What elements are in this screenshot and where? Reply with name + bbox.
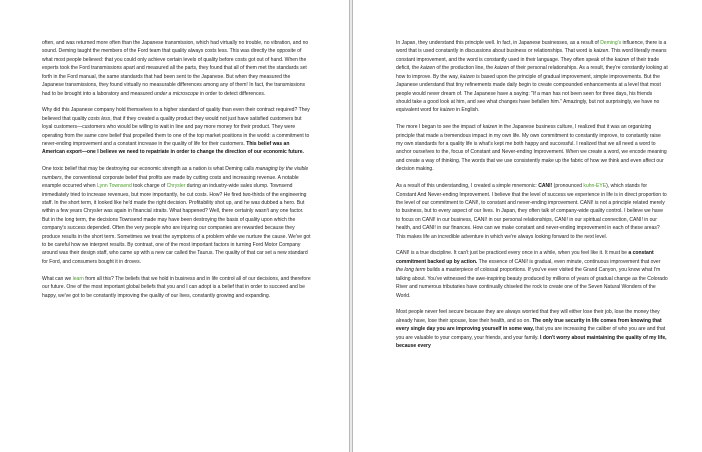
text-run: As a result of this understanding, I created a simple mnemonic: — [396, 183, 539, 190]
text-run: of the production line, the — [435, 65, 495, 72]
text-run: from all this? The beliefs that we hold in business and in life control all of our decisions, and therefore our future. One of the most important global beliefs that you and I can adopt is a belief that in order to succeed and be happy, we've got to be constantly improving the quality of our lives, constantly growing and expanding. — [42, 275, 311, 299]
italic-text: under a microscope — [154, 90, 199, 97]
bold-text: I don't worry about maintaining the quality of my life, because every — [396, 334, 667, 350]
left-page-text — [42, 39, 312, 308]
highlighted-term[interactable]: Deming's — [600, 40, 622, 46]
italic-text: managing by the visible numbers — [42, 166, 309, 181]
text-run: builds a masterpiece of colossal proportions. If you've ever visited the Grand Canyon, you know what I'm talking about. You've witnessed the awe-inspiring beauty produced by millions of years of gradual change as the Colorado River and numerous tributaries have continually chiseled the rock to create one of the Seven Natural Wonders of the World. — [396, 267, 668, 299]
italic-text: kaizen — [482, 124, 498, 131]
paragraph — [42, 275, 312, 300]
highlighted-term[interactable]: Chrysler — [166, 183, 186, 190]
text-run: . This word literally means constant improvement, and the word is constantly used in their language. They often speak of the — [396, 48, 667, 63]
text-run: Most people never feel secure because they are always worried that they will either lose their job, lose the money they already have, lose their spouse, lose their health, and so on. — [396, 309, 660, 324]
text-run: of their trade deficit, the — [396, 56, 660, 72]
italic-text: kaizen — [460, 73, 475, 80]
italic-text: kaizen — [593, 48, 609, 55]
highlighted-term[interactable]: learn — [72, 275, 84, 282]
text-run: , the conventional corporate belief that profits are made by cutting costs and increasing revenue. A notable example occurred when — [42, 174, 299, 190]
text-run: in order to detect differences. — [198, 90, 266, 97]
paragraph — [396, 123, 668, 174]
text-run: took charge of — [131, 183, 167, 190]
italic-text: kaizen — [614, 56, 630, 63]
paragraph — [42, 165, 312, 266]
paragraph — [396, 39, 668, 115]
bold-text: a constant commitment backed up by action. — [396, 250, 654, 265]
text-run: , that if they created a quality product they would not just have satisfied customers but loyal customers—customers who would be willing to wait in line and pay more money for their product. They were operating from the same core belief that propelled them to one of the top market positions in the world: a commitment to never-ending improvement and a constant increase in the quality of life for their customers. — [42, 115, 310, 148]
bold-text: This belief was an American export—one I believe we need to repatriate in order to change the direction of our economic future. — [42, 141, 304, 156]
highlighted-term[interactable]: kuhn-EYE — [583, 183, 607, 190]
italic-text: costs less — [88, 115, 111, 122]
text-run: ), which stands for Constant And Never-ending Improvement. I believe that the level of success we experience in life is in direct proportion to the level of our commitment to CANI!, to constant and never-ending improvement. CANI! is not a principle related merely to business, but to every aspect of our lives. In Japan, they often talk of company-wide quality control. I believe we have to focus on CANI! in our business, CANI! in our personal relationships, CANI! in our spiritual connection, CANI! in our health, and CANI! in our finances. How can we make constant and never-ending improvement in each of these areas? This makes life an incredible adventure in which we're always looking forward to the next level. — [396, 183, 667, 240]
text-run: influence, there is a word that is used constantly in discussions about business or relationships. That word is — [396, 40, 667, 55]
text-run: Why did this Japanese company hold themselves to a higher standard of quality than even their contract required? They believed that quality — [42, 107, 310, 122]
text-run: in English. — [454, 107, 480, 114]
text-run: What can we — [42, 275, 73, 282]
italic-text: the long term — [396, 267, 426, 274]
bold-text: The only true security in life comes from knowing that every single day you are improving yourself in some way, — [396, 317, 662, 333]
text-run: in the Japanese business culture, I realized that it was an organizing principle that made a tremendous impact in my own life. My own commitment to constantly improve, to constantly raise my own standards for a quality life is what's kept me both happy and successful. I realized that we all need a word to anchor ourselves to the, focus of Constant and Never-ending Improvement. When we create a word, we encode meaning and create a way of thinking. The words that we use consistently make up the fabric of how we think and even affect our decision making. — [396, 124, 667, 173]
text-run: In Japan, they understand this principle well. In fact, in Japanese businesses, as a result of — [396, 40, 601, 46]
left-page — [0, 0, 350, 452]
italic-text: kaizen — [494, 65, 510, 72]
text-run: CANI! is a true discipline. It can't just be practiced every once in a while, when you feel like it. It must be — [396, 250, 629, 257]
text-run: is based upon the principle of gradual improvement, simple improvements. But the Japanese understand that tiny refinements made daily begin to create compounded enhancements at a level that most people would never dream of. The Japanese have a saying: "If a man has not been seen for three days, his friends should take a good look at him, and see what changes have befallen him." Amazingly, but not surprisingly, we have no equivalent word for — [396, 73, 661, 114]
paragraph — [396, 308, 668, 350]
italic-text: kaizen — [420, 65, 436, 72]
right-page-text — [396, 39, 668, 359]
text-run: of their personal relationships. As a result, they're constantly looking at how to improve. By the way, — [396, 65, 668, 80]
paragraph — [396, 182, 668, 241]
highlighted-term[interactable]: Lynn Townsend — [96, 183, 132, 190]
text-run: during an industry-wide sales slump. Townsend immediately tried to increase revenues, but more importantly, he cut costs. How? He fired two-thirds of the engineering staff. In the short term, it looked like he'd made the right decision. Profitability shot up, and he was dubbed a hero. But within a few years Chrysler was again in financial straits. What happened? Well, there certainly wasn't any one factor. But in the long term, the decisions Townsend made may have been destroying the basis of quality upon which the company's success depended. Often the very people who are injuring our companies are rewarded because they produce results in the short term. Sometimes we treat the symptoms of a problem while we nurture the cause. We've got to be careful how we interpret results. By contrast, one of the most important factors in turning Ford Motor Company around was their design staff, who came up with a new car called the Taurus. The quality of that car set a new standard for Ford, and consumers bought it in droves. — [42, 183, 311, 265]
paragraph — [42, 39, 312, 98]
text-run: The more I began to see the impact of — [396, 124, 483, 131]
paragraph — [396, 249, 668, 300]
text-run: The essence of CANI! is gradual, even minute, continuous improvement that over — [477, 258, 661, 265]
bold-text: CANI! — [538, 183, 553, 190]
text-run: often, and was returned more often than the Japanese transmission, which had virtually no trouble, no vibration, and no sound. Deming taught the members of the Ford team that quality always costs less. This was directly the opposite of what most people believed: that you could only achieve certain levels of quality before costs got out of hand. When the experts took the Ford transmissions apart and measured all the parts, they found that all of them met the standards set forth in the Ford manual, the same standards that had been sent to the Japanese. But when they measured the Japanese transmissions, they found virtually no measurable differences among any of them! In fact, the transmissions had to be brought into a laboratory and measured — [42, 40, 309, 97]
text-run: One toxic belief that may be destroying our economic strength as a nation is what Deming calls — [42, 166, 256, 173]
right-page — [352, 0, 702, 452]
text-run: that you are increasing the caliber of who you are and that you are valuable to your company, your friends, and your family. — [396, 326, 666, 341]
paragraph — [42, 106, 312, 157]
italic-text: kaizen — [440, 107, 455, 114]
text-run: (pronounced — [552, 183, 584, 190]
